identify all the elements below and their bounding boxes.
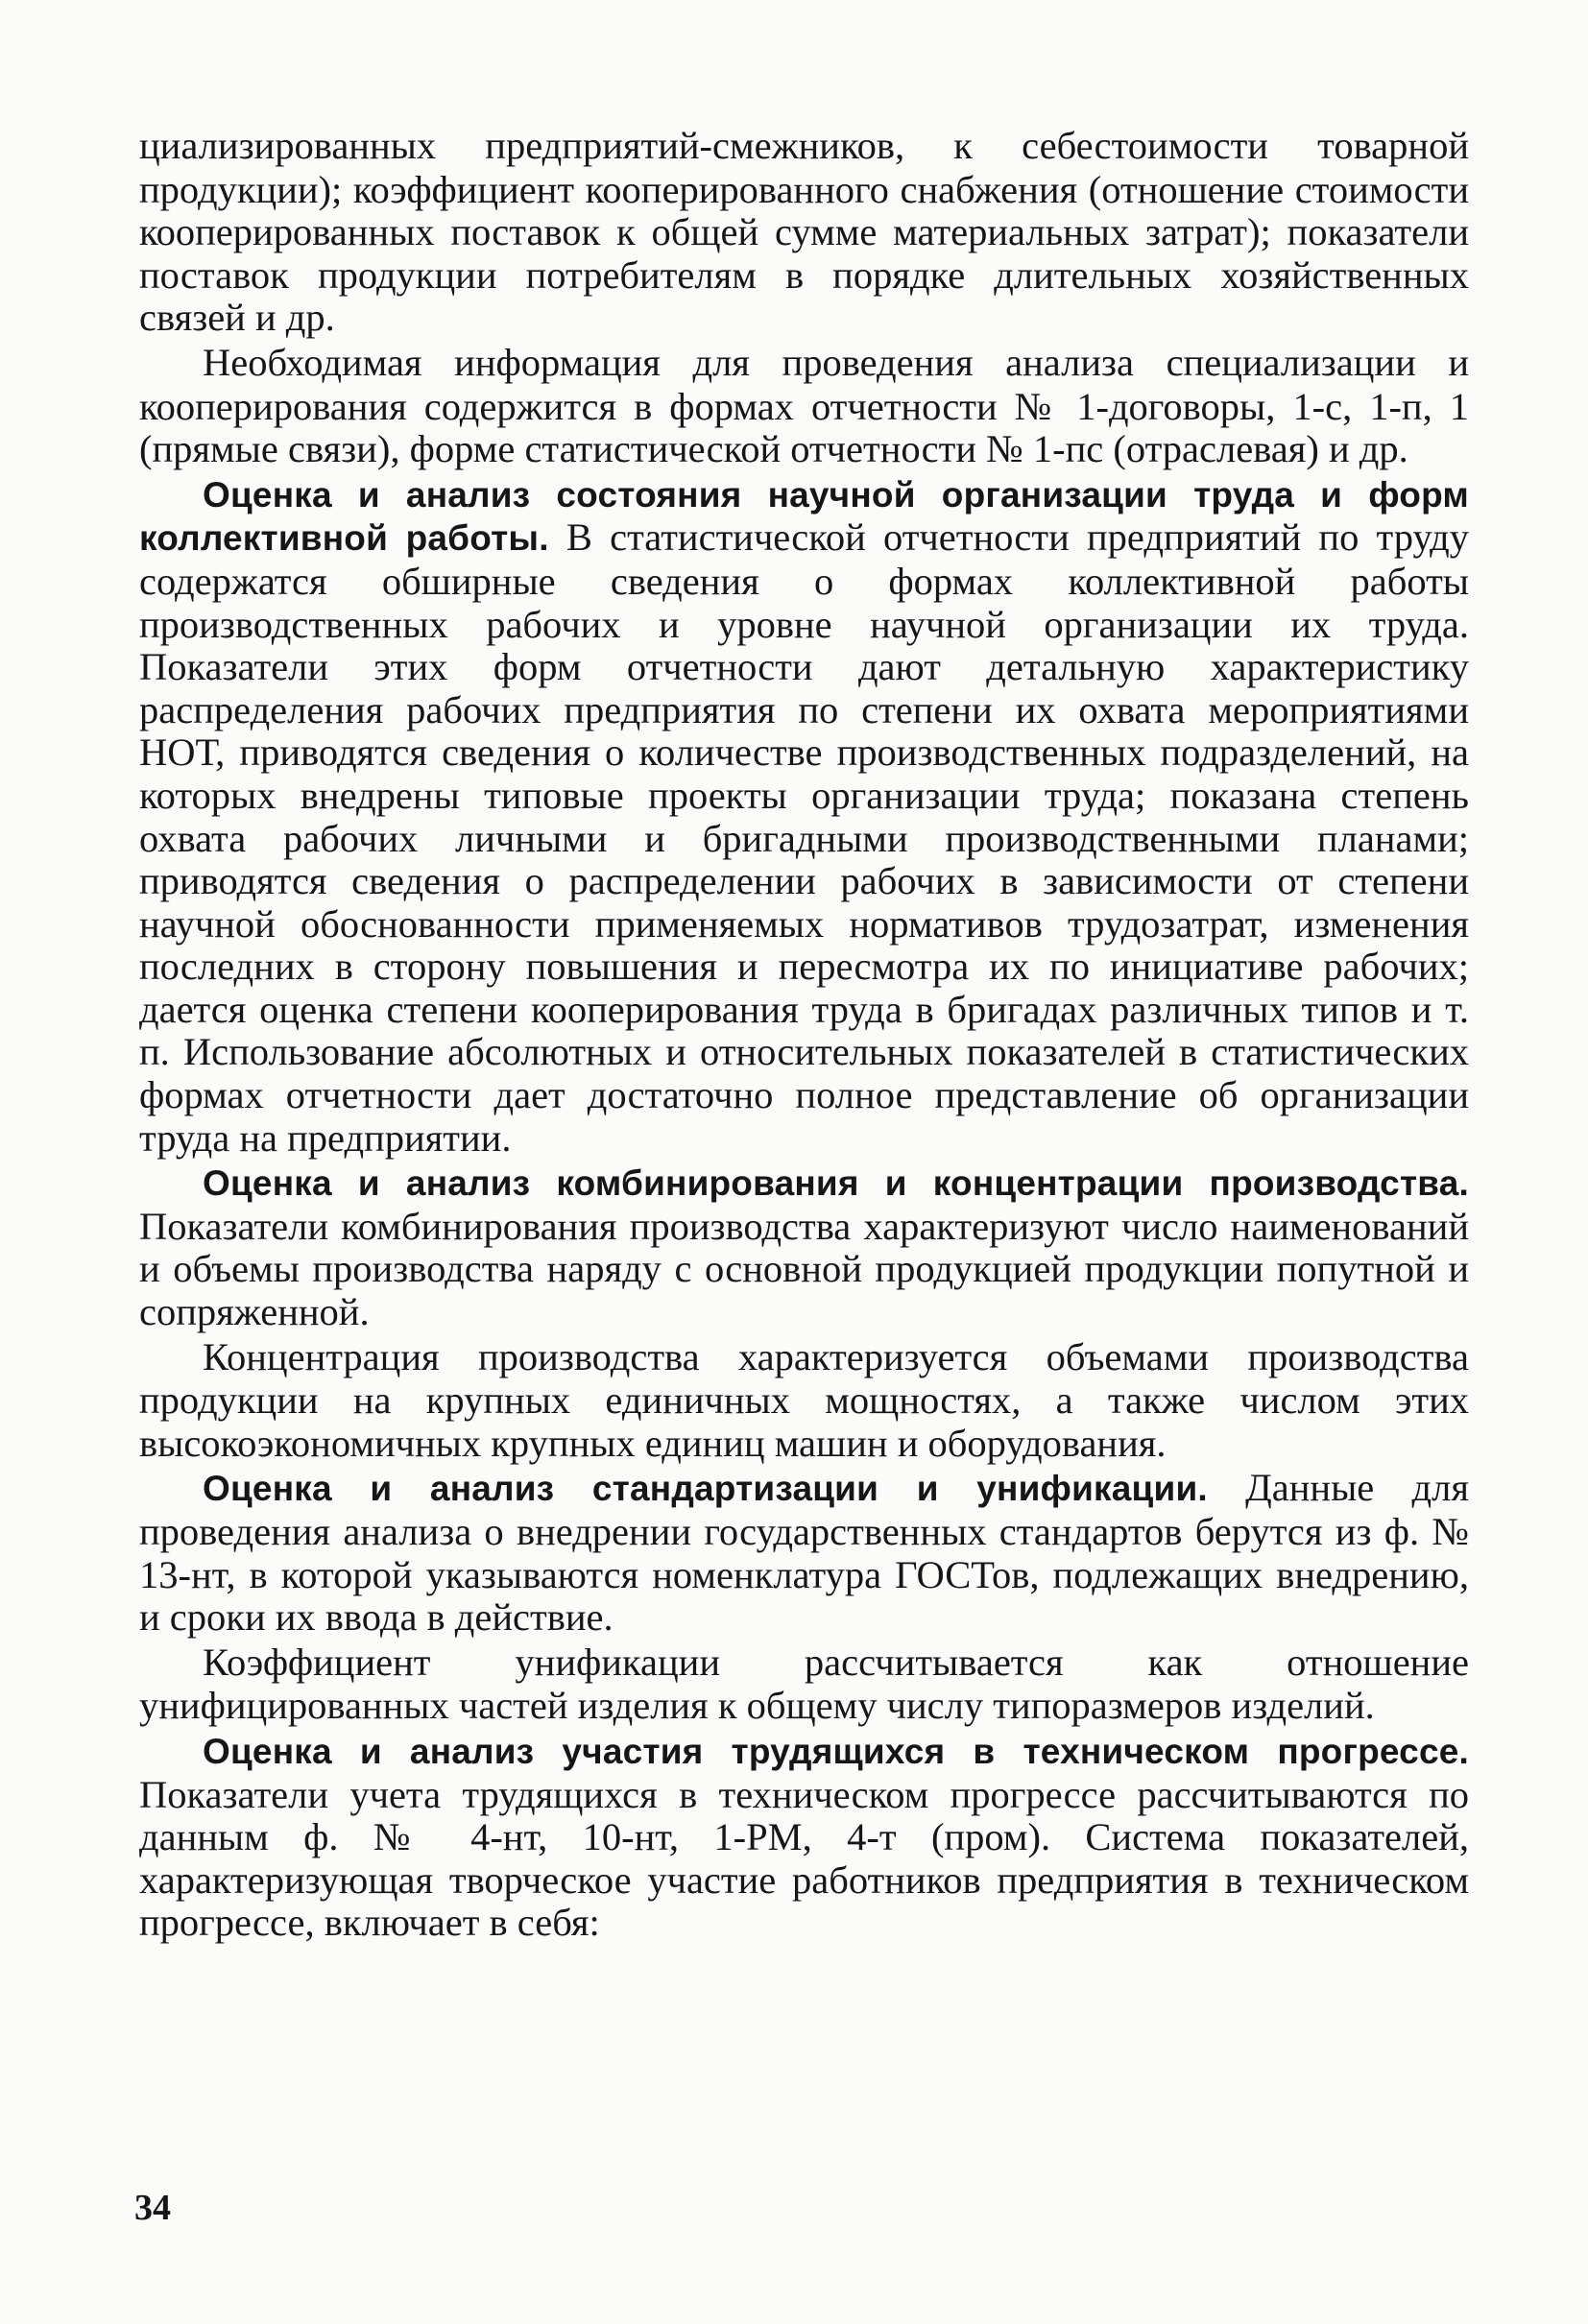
paragraph-4-text: Показатели комбинирования производства характеризуют число наименований и объемы производства наряду с основной продукцией продукции попутной и сопряженной. <box>139 1204 1469 1334</box>
paragraph-7 <box>139 1641 1469 1728</box>
paragraph-6-heading: Оценка и анализ стандартизации и унификации. <box>203 1469 1208 1509</box>
paragraph-4-heading: Оценка и анализ комбинирования и концентрации производства. <box>203 1163 1469 1204</box>
page-number: 34 <box>134 2188 171 2228</box>
paragraph-6 <box>139 1467 1469 1639</box>
paragraph-2-text: Необходимая информация для проведения анализа специализации и кооперирования содержится в формах отчетности № 1-договоры, 1-с, 1-п, 1 (прямые связи), форме статистической отчетности № 1-пс (отраслевая) и др. <box>139 340 1469 471</box>
paragraph-4 <box>139 1162 1469 1333</box>
paragraph-6-text: Данные для проведения анализа о внедрении государственных стандартов берутся из ф. № 13-нт, в которой указываются номенклатура ГОСТов, подлежащих внедрению, и сроки их ввода в действие. <box>139 1466 1469 1640</box>
paragraph-3-heading: Оценка и анализ состояния научной организации труда и форм коллективной работы. <box>139 474 1469 559</box>
paragraph-8-heading: Оценка и анализ участия трудящихся в техническом прогрессе. <box>203 1731 1469 1771</box>
paragraph-1-text: циализированных предприятий-смежников, к себестоимости товарной продукции); коэффициент кооперированного снабжения (отношение стоимости кооперированных поставок к общей сумме материальных затрат); показатели поставок продукции потребителям в порядке длительных хозяйственных связей и др. <box>139 124 1469 340</box>
paragraph-1 <box>139 125 1469 340</box>
paragraph-3 <box>139 473 1469 1161</box>
paragraph-5-text: Концентрация производства характеризуется объемами производства продукции на крупных единичных мощностях, а также числом этих высокоэкономичных крупных единиц машин и оборудования. <box>139 1334 1469 1465</box>
paragraph-3-text: В статистической отчетности предприятий по труду содержатся обширные сведения о формах коллективной работы производственных рабочих и уровне научной организации их труда. Показатели этих форм отчетности дают детальную характеристику распределения рабочих предприятия по степени их охвата мероприятиями НОТ, приводятся сведения о количестве производственных подразделений, на которых внедрены типовые проекты организации труда; показана степень охвата рабочих личными и бригадными производственными планами; приводятся сведения о распределении рабочих в зависимости от степени научной обоснованности применяемых нормативов трудозатрат, изменения последних в сторону повышения и пересмотра их по инициативе рабочих; дается оценка степени кооперирования труда в бригадах различных типов и т. п. Использование абсолютных и относительных показателей в статистических формах отчетности дает достаточно полное представление об организации труда на предприятии. <box>139 515 1469 1160</box>
paragraph-8 <box>139 1730 1469 1945</box>
paragraph-5 <box>139 1336 1469 1466</box>
paragraph-7-text: Коэффициент унификации рассчитывается как отношение унифицированных частей изделия к общему числу типоразмеров изделий. <box>139 1640 1469 1728</box>
page-body <box>139 125 1469 1947</box>
paragraph-8-text: Показатели учета трудящихся в техническом прогрессе рассчитываются по данным ф. № 4-нт, 10-нт, 1-РМ, 4-т (пром). Система показателей, характеризующая творческое участие работников предприятия в техническом прогрессе, включает в себя: <box>139 1772 1469 1945</box>
paragraph-2 <box>139 342 1469 471</box>
